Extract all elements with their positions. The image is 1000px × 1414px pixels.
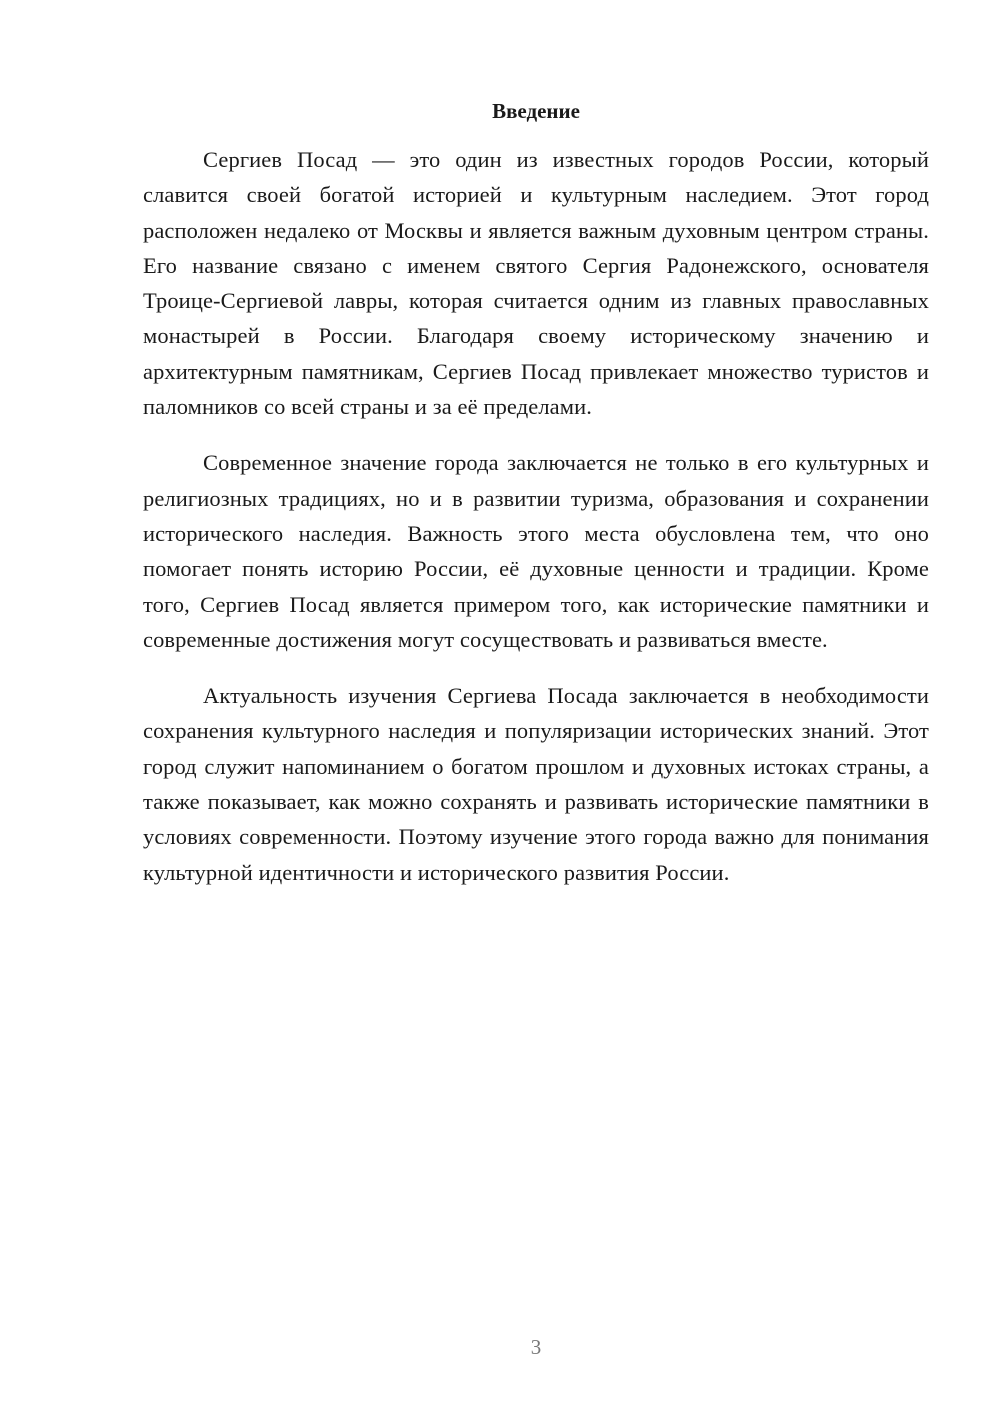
paragraph-2: Современное значение города заключается не только в его культурных и религиозных традициях, но и в развитии туризма, образования и сохранении исторического наследия. Важность этого места обусловлена тем, что оно помогает понять историю России, её духовные ценности и традиции. Кроме того, Сергиев Посад является примером того, как исторические памятники и современные достижения могут сосуществовать и развиваться вместе. xyxy=(143,450,929,652)
paragraph-1: Сергиев Посад — это один из известных городов России, который славится своей богатой историей и культурным наследием. Этот город расположен недалеко от Москвы и является важным духовным центром страны. Его название связано с именем святого Сергия Радонежского, основателя Троице-Сергиевой лавры, которая считается одним из главных православных монастырей в России. Благодаря своему историческому значению и архитектурным памятникам, Сергиев Посад привлекает множество туристов и паломников со всей страны и за её пределами. xyxy=(143,147,929,420)
page-number: 3 xyxy=(530,1335,542,1359)
paragraph-3: Актуальность изучения Сергиева Посада заключается в необходимости сохранения культурного наследия и популяризации исторических знаний. Этот город служит напоминанием о богатом прошлом и духовных истоках страны, а также показывает, как можно сохранять и развивать исторические памятники в условиях современности. Поэтому изучение этого города важно для понимания культурной идентичности и исторического развития России. xyxy=(143,683,929,885)
section-heading: Введение xyxy=(492,99,580,123)
body-text xyxy=(143,142,929,890)
